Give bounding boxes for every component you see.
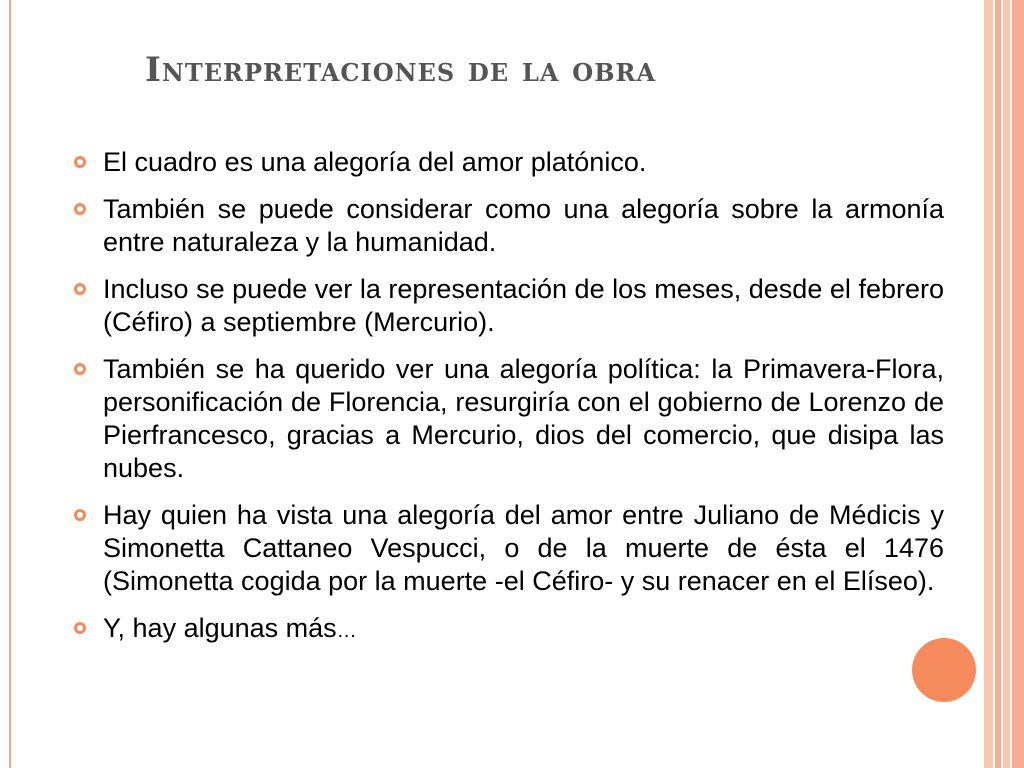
bullet-item (72, 193, 944, 259)
right-stripe (1012, 0, 1024, 768)
slide-title: Interpretaciones de la obra (145, 50, 657, 90)
bullet-text: También se puede considerar como una alegoría sobre la armonía entre naturaleza y la humanidad. (103, 194, 944, 257)
ellipsis: … (336, 620, 357, 642)
orange-circle (912, 638, 976, 702)
bullet-item (72, 499, 944, 598)
ring-bullet-icon (74, 156, 86, 168)
ring-bullet-icon (74, 363, 86, 375)
ring-bullet-icon (74, 283, 86, 295)
bullet-item (72, 612, 944, 648)
bullet-text: Incluso se puede ver la representación de los meses, desde el febrero (Céfiro) a septiembre (Mercurio). (103, 274, 944, 337)
bullet-item (72, 273, 944, 339)
bullet-list (72, 146, 944, 662)
bullet-item (72, 353, 944, 485)
ring-bullet-icon (74, 203, 86, 215)
bullet-item (72, 146, 944, 179)
right-stripe (1003, 0, 1010, 768)
bullet-text: Y, hay algunas más (103, 613, 337, 643)
bullet-text: El cuadro es una alegoría del amor platónico. (103, 147, 647, 177)
left-accent-line (9, 0, 11, 768)
bullet-text: Hay quien ha vista una alegoría del amor entre Juliano de Médicis y Simonetta Cattaneo Vespucci, o de la muerte de ésta el 1476 (Simonetta cogida por la muerte -el Céfiro- y su renacer en el Elíseo). (103, 500, 944, 596)
ring-bullet-icon (74, 622, 86, 634)
bullet-text: También se ha querido ver una alegoría política: la Primavera-Flora, personificación de Florencia, resurgiría con el gobierno de Lorenzo de Pierfrancesco, gracias a Mercurio, dios del comercio, que disipa las nubes. (103, 354, 944, 483)
right-stripe (984, 0, 993, 768)
ring-bullet-icon (74, 509, 86, 521)
